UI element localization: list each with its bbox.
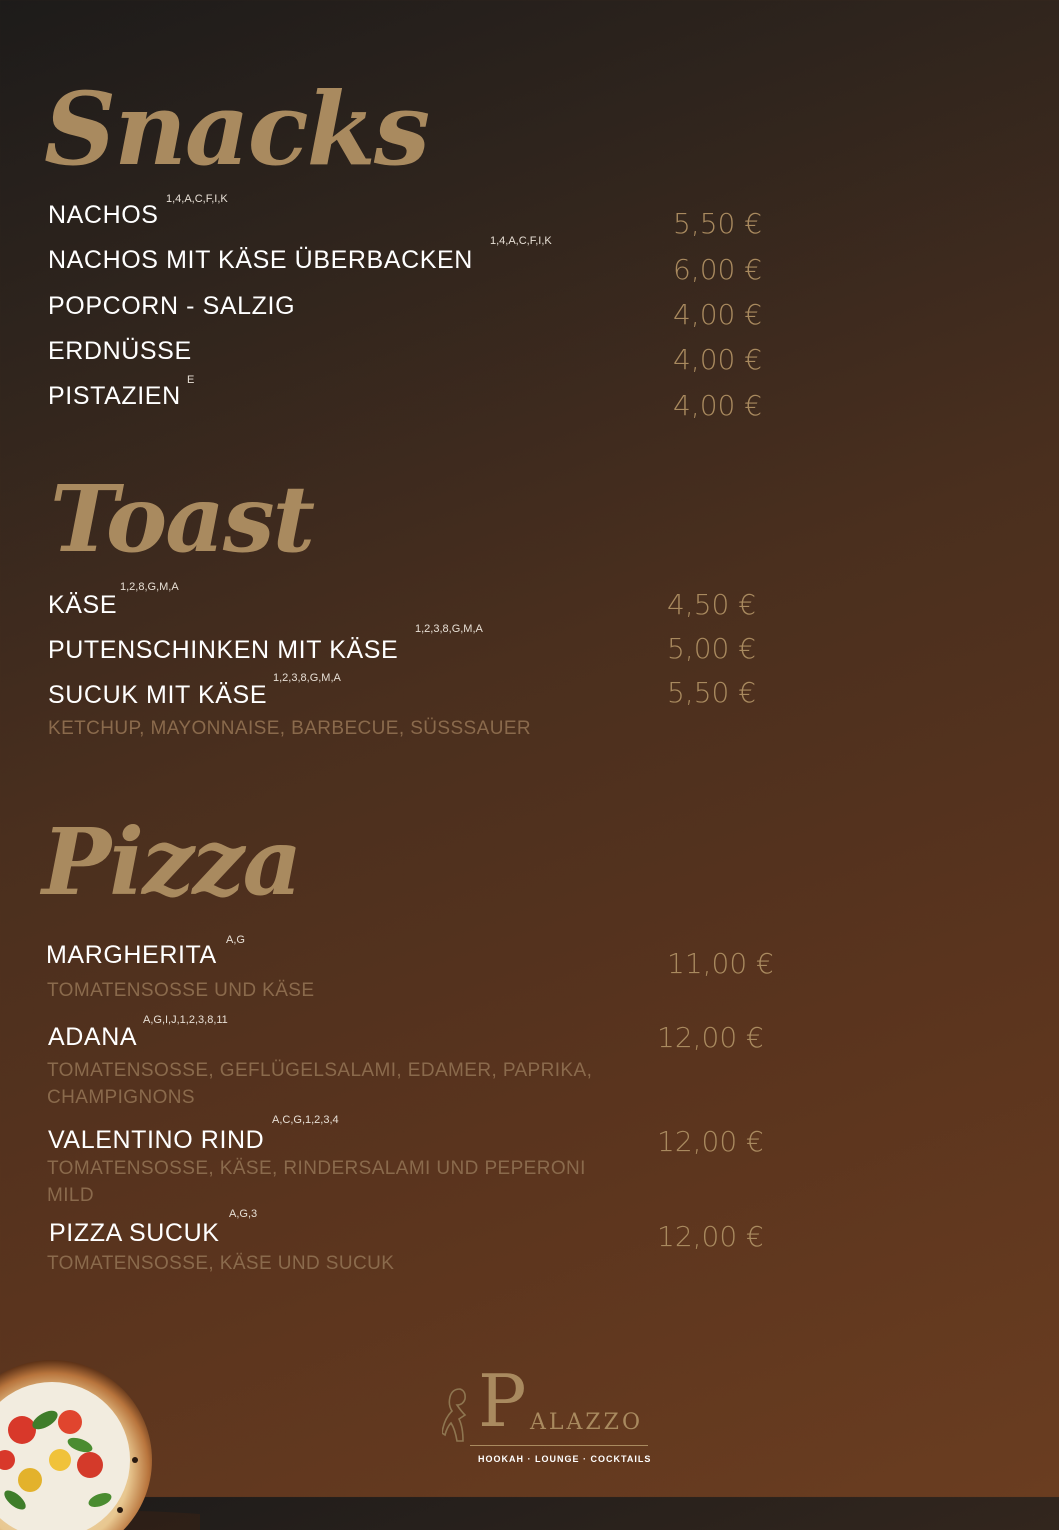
menu-item-price: 4,00 € (673, 343, 763, 376)
menu-item-price: 12,00 € (657, 1125, 764, 1158)
allergen-note: A,G,I,J,1,2,3,8,11 (143, 1014, 228, 1026)
menu-item-name: PUTENSCHINKEN MIT KÄSE (48, 636, 399, 664)
allergen-note: A,G (226, 934, 245, 946)
snacks-heading: Snacks (44, 70, 429, 188)
menu-item-name: PIZZA SUCUK (49, 1219, 220, 1247)
allergen-note: 1,4,A,C,F,I,K (166, 193, 228, 205)
menu-item-name: SUCUK MIT KÄSE (48, 681, 268, 709)
menu-item-price: 12,00 € (657, 1021, 764, 1054)
allergen-note: 1,2,3,8,G,M,A (415, 623, 483, 635)
logo-tagline: HOOKAH · LOUNGE · COCKTAILS (478, 1454, 652, 1464)
menu-item-name: KÄSE (48, 591, 118, 619)
menu-item-name: POPCORN - SALZIG (48, 292, 296, 320)
menu-item-price: 4,00 € (673, 389, 763, 422)
palazzo-logo (440, 1359, 655, 1475)
logo-wordmark: ALAZZO (530, 1410, 643, 1435)
menu-item-price: 5,00 € (667, 632, 757, 665)
lounge-figure-icon (442, 1385, 480, 1445)
allergen-note: E (187, 374, 195, 386)
menu-item-name: MARGHERITA (46, 941, 217, 969)
pizza-description: TOMATENSOSSE, KÄSE, RINDERSALAMI UND PEPERONI MILD (47, 1158, 586, 1206)
pizza-description: TOMATENSOSSE UND KÄSE (47, 980, 315, 1001)
allergen-note: 1,2,3,8,G,M,A (273, 672, 341, 684)
menu-item-price: 6,00 € (673, 253, 763, 286)
menu-item-name: PISTAZIEN (48, 382, 181, 410)
logo-initial: P (478, 1359, 527, 1443)
menu-item-name: VALENTINO RIND (48, 1126, 265, 1154)
allergen-note: 1,2,8,G,M,A (120, 581, 179, 593)
menu-item-name: NACHOS (48, 201, 159, 229)
logo-divider (470, 1445, 648, 1446)
menu-item-price: 5,50 € (667, 676, 757, 709)
toast-heading: Toast (50, 465, 314, 573)
menu-item-price: 5,50 € (673, 207, 763, 240)
pizza-heading: Pizza (42, 808, 301, 916)
pizza-photo (0, 1360, 200, 1530)
pizza-description: TOMATENSOSSE, GEFLÜGELSALAMI, EDAMER, PAPRIKA, CHAMPIGNONS (47, 1060, 593, 1108)
allergen-note: A,C,G,1,2,3,4 (272, 1114, 339, 1126)
sauce-options: KETCHUP, MAYONNAISE, BARBECUE, SÜSSSAUER (48, 718, 532, 739)
menu-item-name: NACHOS MIT KÄSE ÜBERBACKEN (48, 246, 473, 274)
pizza-description: TOMATENSOSSE, KÄSE UND SUCUK (47, 1253, 395, 1274)
menu-item-price: 11,00 € (667, 947, 774, 980)
menu-item-name: ERDNÜSSE (48, 337, 192, 365)
allergen-note: A,G,3 (229, 1208, 258, 1220)
allergen-note: 1,4,A,C,F,I,K (490, 235, 552, 247)
menu-item-price: 4,50 € (667, 588, 757, 621)
menu-item-price: 12,00 € (657, 1220, 764, 1253)
menu-item-name: ADANA (48, 1023, 138, 1051)
menu-item-price: 4,00 € (673, 298, 763, 331)
